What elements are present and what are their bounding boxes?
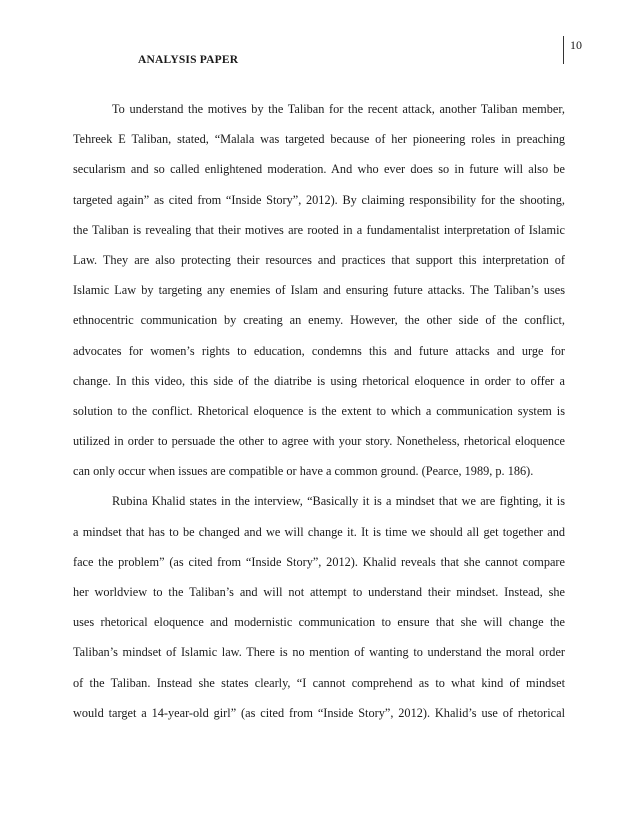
paragraph-line: uses rhetorical eloquence and modernistic communication to ensure that she will change the: [73, 615, 565, 630]
paragraph-line: Law. They are also protecting their resources and practices that support this interpretation of: [73, 252, 565, 267]
paragraph-line: can only occur when issues are compatible or have a common ground. (Pearce, 1989, p. 186).: [73, 464, 534, 479]
paragraph-line: a mindset that has to be changed and we will change it. It is time we should all get together and: [73, 524, 565, 539]
page-number: 10: [570, 38, 582, 52]
paragraph-line: utilized in order to persuade the other to agree with your story. Nonetheless, rhetorical eloquence: [73, 434, 565, 449]
paragraph-line: Tehreek E Taliban, stated, “Malala was targeted because of her pioneering roles in preaching: [73, 132, 565, 147]
paragraph-line: Islamic Law by targeting any enemies of Islam and ensuring future attacks. The Taliban’s uses: [73, 283, 565, 298]
paragraph-line: solution to the conflict. Rhetorical eloquence is the extent to which a communication system is: [73, 403, 565, 418]
paragraph-line: face the problem” (as cited from “Inside Story”, 2012). Khalid reveals that she cannot compare: [73, 554, 565, 569]
paragraph-line: ethnocentric communication by creating an enemy. However, the other side of the conflict,: [73, 313, 565, 328]
paragraph-line: Rubina Khalid states in the interview, “Basically it is a mindset that we are fighting, it is: [112, 494, 565, 509]
paragraph-line: of the Taliban. Instead she states clearly, “I cannot comprehend as to what kind of mindset: [73, 675, 565, 690]
paragraph-line: advocates for women’s rights to education, condemns this and future attacks and urge for: [73, 343, 565, 358]
page-number-rule: [563, 36, 564, 64]
paragraph-line: her worldview to the Taliban’s and will not attempt to understand their mindset. Instead, she: [73, 585, 565, 599]
paragraph-line: Taliban’s mindset of Islamic law. There is no mention of wanting to understand the moral order: [73, 645, 565, 660]
running-head: ANALYSIS PAPER: [138, 54, 239, 66]
body-text: [73, 102, 565, 736]
paragraph-line: targeted again” as cited from “Inside Story”, 2012). By claiming responsibility for the shooting,: [73, 192, 565, 207]
paragraph-line: To understand the motives by the Taliban for the recent attack, another Taliban member,: [112, 102, 565, 116]
paragraph-line: would target a 14-year-old girl” (as cited from “Inside Story”, 2012). Khalid’s use of rhetorical: [73, 705, 565, 720]
paragraph-line: change. In this video, this side of the diatribe is using rhetorical eloquence in order to offer a: [73, 373, 565, 388]
paragraph-line: the Taliban is revealing that their motives are rooted in a fundamentalist interpretation of Islamic: [73, 222, 565, 237]
paragraph-line: secularism and so called enlightened moderation. And who ever does so in future will also be: [73, 162, 565, 177]
